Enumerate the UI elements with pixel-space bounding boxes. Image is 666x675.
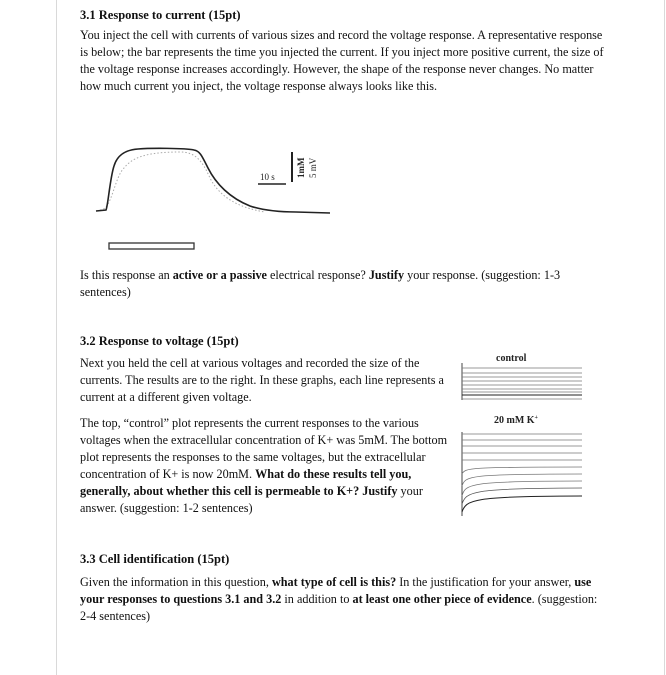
- voltage-trace: [96, 148, 330, 213]
- section-3-3-title: 3.3 Cell identification (15pt): [80, 552, 230, 566]
- voltage-response-figure: [90, 138, 340, 258]
- current-injection-bar: [109, 243, 194, 249]
- section-3-1-title: 3.1 Response to current (15pt): [80, 8, 241, 22]
- section-3-3-para: Given the information in this question, what type of cell is this? In the justification for your answer, use your responses to questions 3.1 and 3.2 in addition to at least one other piece of evidence. (suggestion: 2-4 sentences): [80, 575, 598, 623]
- section-3-1-intro: You inject the cell with currents of various sizes and record the voltage response. A representative response is below; the bar represents the time you injected the current. If you inject more positive current, the size of the voltage response increases accordingly. However, the shape of the response never changes. No matter how much current you inject, the voltage response always looks like this.: [80, 28, 604, 93]
- voltage-scale-label-1: 1mM: [296, 157, 306, 178]
- section-3-2-title: 3.2 Response to voltage (15pt): [80, 334, 239, 348]
- voltage-scale-label-2: 5 mV: [308, 157, 318, 178]
- section-3-1-question: Is this response an active or a passive electrical response? Justify your response. (suggestion: 1-3 sentences): [80, 268, 561, 299]
- section-3-2-para2: The top, “control” plot represents the current responses to the various voltages when the extracellular concentration of K+ was 5mM. The bottom plot represents the responses to the same voltages, but the extracellular concentration of K+ is now 20mM. What do these results tell you, generally, about whether this cell is permeable to K+? Justify your answer. (suggestion: 1-2 sentences): [80, 416, 448, 515]
- control-plot: [462, 363, 582, 400]
- high-k-plot-label: 20 mM K+: [494, 415, 538, 426]
- current-plots: [456, 346, 592, 522]
- section-3-2-para1: Next you held the cell at various voltages and recorded the size of the currents. The results are to the right. In these graphs, each line represents a current at a different given voltage.: [80, 356, 444, 404]
- control-plot-label: control: [496, 353, 527, 364]
- time-scale-label: 10 s: [260, 172, 275, 182]
- high-k-plot: [462, 432, 582, 516]
- dotted-trace: [100, 152, 265, 212]
